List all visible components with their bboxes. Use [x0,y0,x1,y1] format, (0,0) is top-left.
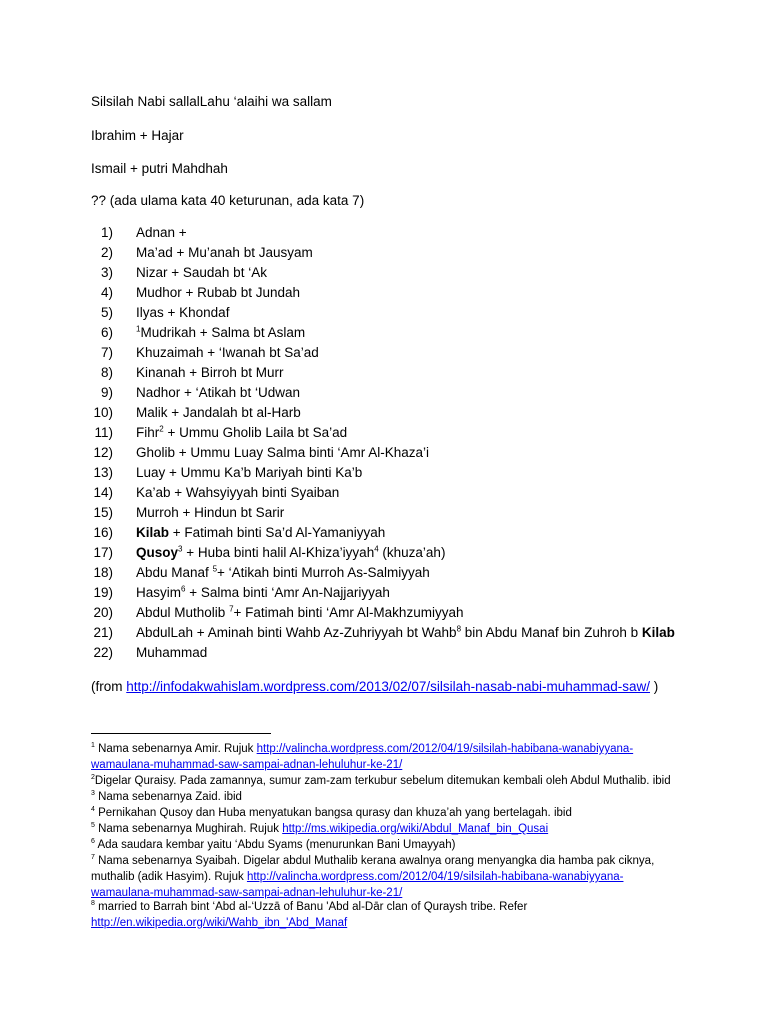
list-text-bold: Kilab [641,625,675,640]
list-text: AbdulLah + Aminah binti Wahb Az-Zuhriyyah bt Wahb [136,625,457,640]
footnote-mark: 1 [91,742,95,750]
footnote-text: Nama sebenarnya Mughirah. Rujuk [94,823,283,835]
list-text: Ka’ab + Wahsyiyyah binti Syaiban [136,485,340,500]
list-number: 21) [93,625,113,640]
list-number: 6) [100,325,113,340]
list-number: 13) [93,465,113,480]
list-number: 20) [93,605,113,620]
ancestor-line-ibrahim: Ibrahim + Hajar [91,128,184,143]
list-number: 16) [93,525,113,540]
list-text: Khuzaimah + ‘Iwanah bt Sa’ad [136,345,319,360]
source-link[interactable]: http://infodakwahislam.wordpress.com/2013/02/07/silsilah-nasab-nabi-muhammad-saw/ [126,679,651,694]
footnote-text: Digelar Quraisy. Pada zamannya, sumur zam-zam terkubur sebelum ditemukan kembali oleh Abdul Muthalib. ibid [94,775,671,787]
list-text: + Fatimah binti ‘Amr Al-Makhzumiyyah [233,605,464,620]
footnote-4 [91,805,671,821]
footnote-link[interactable]: http://valincha.wordpress.com/2012/04/19/silsilah-habibana-wanabiyyana-wamaulana-muhammad-saw-sampai-adnan-lehuluhur-ke-21/ [91,871,624,899]
footnote-mark: 8 [91,900,95,908]
list-text: Malik + Jandalah bt al-Harb [136,405,301,420]
list-text: + Fatimah binti Sa’d Al-Yamaniyyah [169,525,386,540]
footnote-5 [91,821,671,837]
list-number: 17) [93,545,113,560]
list-text: Abdu Manaf [136,565,213,580]
list-text: bin Abdu Manaf bin Zuhroh b [461,625,642,640]
list-text: (khuza’ah) [378,545,446,560]
footnote-text: married to Barrah bint ‘Abd al-‘Uzzā of Banu 'Abd al-Dār clan of Quraysh tribe. Refer [94,901,528,913]
list-text-bold: Kilab [136,525,170,540]
footnote-text: Nama sebenarnya Zaid. ibid [94,791,242,803]
list-number: 18) [93,565,113,580]
footnote-separator [91,733,271,734]
list-number: 22) [93,645,113,660]
ancestor-line-unknown: ?? (ada ulama kata 40 keturunan, ada kata 7) [91,193,365,208]
list-text: Gholib + Ummu Luay Salma binti ‘Amr Al-Khaza’i [136,445,429,460]
footnote-7 [91,853,671,901]
footnote-mark: 3 [91,790,95,798]
list-text: Luay + Ummu Ka’b Mariyah binti Ka’b [136,465,363,480]
source-line [91,679,658,695]
footnote-text: Nama sebenarnya Syaibah. Digelar abdul Muthalib kerana awalnya orang menyangka dia hamba pak ciknya, muthalib (adik Hasyim). Rujuk [91,855,655,883]
source-prefix: (from [91,679,127,694]
list-number: 7) [100,345,113,360]
list-text: Muhammad [136,645,208,660]
document-title: Silsilah Nabi sallalLahu ‘alaihi wa sallam [91,94,332,109]
footnote-link[interactable]: http://ms.wikipedia.org/wiki/Abdul_Manaf_bin_Qusai [282,823,549,835]
list-text: Ilyas + Khondaf [136,305,230,320]
ancestor-line-ismail: Ismail + putri Mahdhah [91,161,228,176]
footnote-mark: 5 [91,822,95,830]
footnote-1 [91,741,671,773]
footnote-mark: 2 [91,774,95,782]
footnote-ref[interactable]: 4 [374,544,379,554]
footnote-ref[interactable]: 2 [159,424,164,434]
list-text: Nizar + Saudah bt ‘Ak [136,265,267,280]
footnote-ref[interactable]: 1 [136,324,141,334]
list-text: Nadhor + ‘Atikah bt ‘Udwan [136,385,300,400]
list-number: 14) [93,485,113,500]
footnote-8 [91,899,671,931]
footnote-ref[interactable]: 7 [229,604,234,614]
source-suffix: ) [650,679,659,694]
footnote-text: Ada saudara kembar yaitu ‘Abdu Syams (menurunkan Bani Umayyah) [94,839,456,851]
list-number: 12) [93,445,113,460]
list-text: + Ummu Gholib Laila bt Sa’ad [163,425,348,440]
list-number: 15) [93,505,113,520]
footnote-3 [91,789,671,805]
footnote-link[interactable]: http://en.wikipedia.org/wiki/Wahb_ibn_'Abd_Manaf [91,917,348,929]
list-number: 2) [100,245,113,260]
list-text: + Huba binti halil Al-Khiza’iyyah [182,545,375,560]
list-text: Fihr [136,425,160,440]
footnote-mark: 7 [91,854,95,862]
footnote-ref[interactable]: 6 [181,584,186,594]
footnote-mark: 6 [91,838,95,846]
list-number: 1) [100,225,113,240]
list-text: Abdul Mutholib [136,605,230,620]
list-text: Hasyim [136,585,182,600]
list-number: 11) [94,425,113,440]
footnote-ref[interactable]: 3 [178,544,183,554]
list-text: Mudhor + Rubab bt Jundah [136,285,300,300]
list-number: 5) [100,305,113,320]
list-text-bold: Qusoy [136,545,179,560]
footnote-ref[interactable]: 8 [456,624,462,634]
footnote-text: Nama sebenarnya Amir. Rujuk [94,743,257,755]
footnote-6 [91,837,671,853]
list-number: 19) [93,585,113,600]
list-number: 8) [100,365,113,380]
list-text: + ‘Atikah binti Murroh As-Salmiyyah [217,565,430,580]
footnote-2 [91,773,671,789]
list-text: + Salma binti ‘Amr An-Najjariyyah [185,585,390,600]
footnote-ref[interactable]: 5 [212,564,218,574]
footnote-text: Pernikahan Qusoy dan Huba menyatukan bangsa qurasy dan khuza’ah yang bertelagah. ibid [94,807,572,819]
list-number: 3) [100,265,113,280]
list-number: 9) [100,385,113,400]
list-number: 4) [100,285,113,300]
footnote-mark: 4 [91,806,95,814]
list-text: Kinanah + Birroh bt Murr [136,365,284,380]
footnote-link[interactable]: http://valincha.wordpress.com/2012/04/19/silsilah-habibana-wanabiyyana-wamaulana-muhammad-saw-sampai-adnan-lehuluhur-ke-21/ [91,743,634,771]
list-text: Murroh + Hindun bt Sarir [136,505,285,520]
list-text: Mudrikah + Salma bt Aslam [140,325,306,340]
list-number: 10) [93,405,113,420]
list-text: Ma’ad + Mu’anah bt Jausyam [136,245,313,260]
list-text: Adnan + [136,225,187,240]
